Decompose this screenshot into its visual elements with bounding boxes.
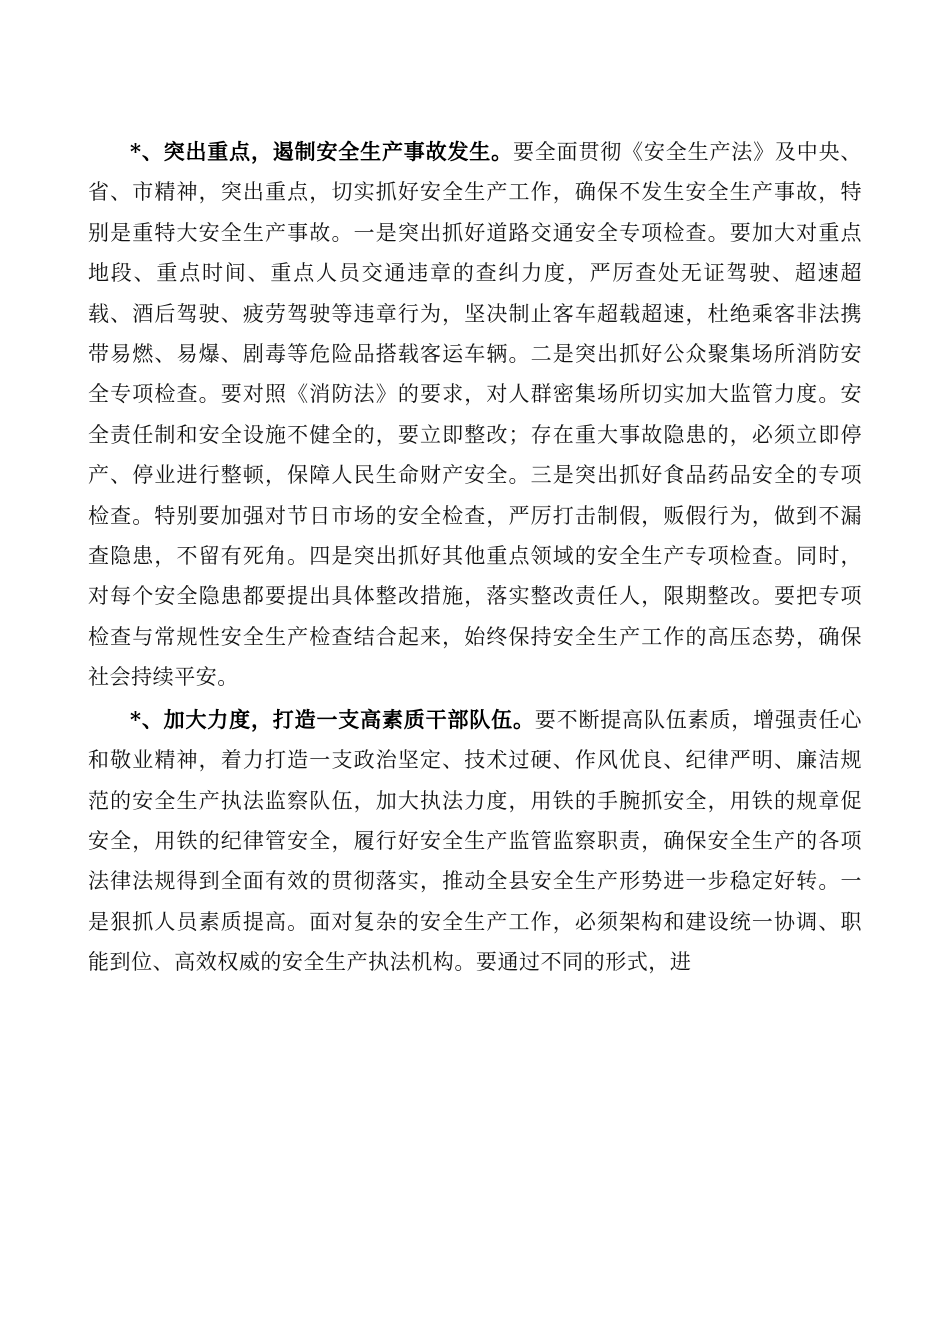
paragraph-heading: *、加大力度，打造一支高素质干部队伍。 xyxy=(130,706,535,732)
paragraph-text: 要不断提高队伍素质，增强责任心和敬业精神，着力打造一支政治坚定、技术过硬、作风优良、纪律严明、廉洁规范的安全生产执法监察队伍，加大执法力度，用铁的手腕抓安全，用铁的规章促安全，用铁的纪律管安全，履行好安全生产监管监察职责，确保安全生产的各项法律法规得到全面有效的贯彻落实，推动全县安全生产形势进一步稳定好转。一是狠抓人员素质提高。面对复杂的安全生产工作，必须架构和建设统一协调、职能到位、高效权威的安全生产执法机构。要通过不同的形式，进 xyxy=(88,707,862,975)
document-body xyxy=(88,132,862,983)
paragraph-text: 要全面贯彻《安全生产法》及中央、省、市精神，突出重点，切实抓好安全生产工作，确保不发生安全生产事故，特别是重特大安全生产事故。一是突出抓好道路交通安全专项检查。要加大对重点地段、重点时间、重点人员交通违章的查纠力度，严厉查处无证驾驶、超速超载、酒后驾驶、疲劳驾驶等违章行为，坚决制止客车超载超速，杜绝乘客非法携带易燃、易爆、剧毒等危险品搭载客运车辆。二是突出抓好公众聚集场所消防安全专项检查。要对照《消防法》的要求，对人群密集场所切实加大监管力度。安全责任制和安全设施不健全的，要立即整改；存在重大事故隐患的，必须立即停产、停业进行整顿，保障人民生命财产安全。三是突出抓好食品药品安全的专项检查。特别要加强对节日市场的安全检查，严厉打击制假，贩假行为，做到不漏查隐患，不留有死角。四是突出抓好其他重点领域的安全生产专项检查。同时，对每个安全隐患都要提出具体整改措施，落实整改责任人，限期整改。要把专项检查与常规性安全生产检查结合起来，始终保持安全生产工作的高压态势，确保社会持续平安。 xyxy=(88,140,862,690)
paragraph-cadre-team-building xyxy=(88,700,862,983)
paragraph-heading: *、突出重点，遏制安全生产事故发生。 xyxy=(130,139,513,164)
paragraph-safety-accident-prevention xyxy=(88,132,862,698)
